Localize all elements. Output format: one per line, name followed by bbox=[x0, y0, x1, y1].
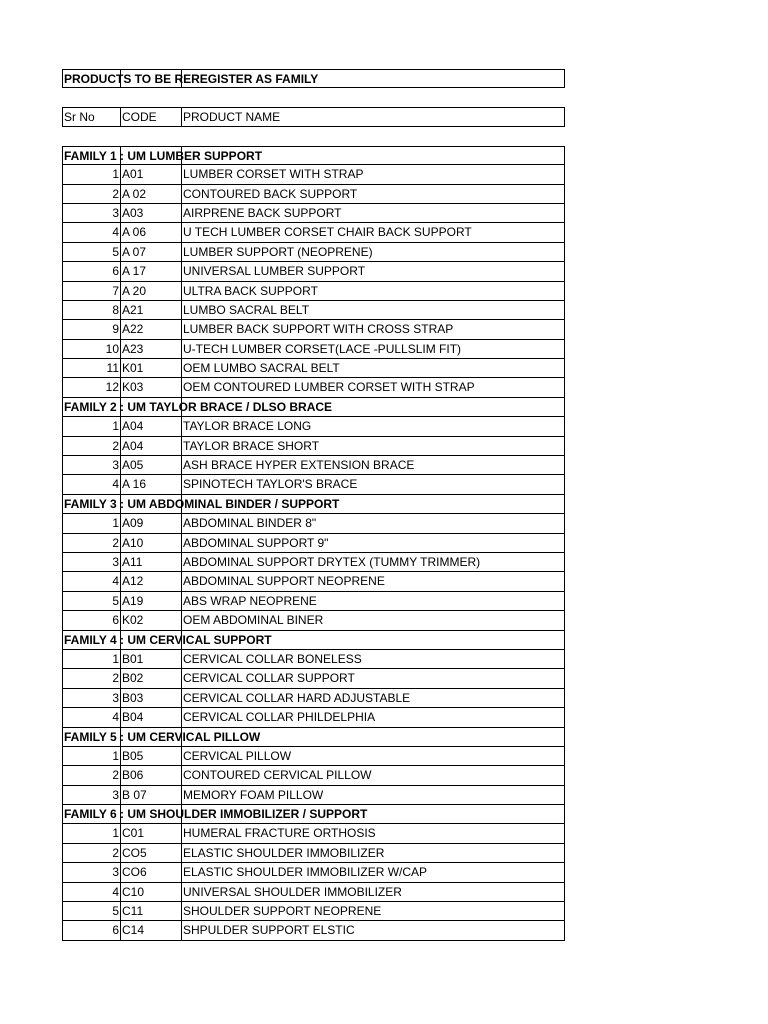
product-name-cell: SHPULDER SUPPORT ELSTIC bbox=[181, 921, 566, 939]
code-cell: B03 bbox=[120, 689, 181, 707]
table-row bbox=[62, 437, 565, 456]
table-row bbox=[62, 921, 565, 940]
code-cell: A09 bbox=[120, 514, 181, 532]
product-name-cell: LUMBER CORSET WITH STRAP bbox=[181, 165, 566, 183]
code-cell: K02 bbox=[120, 611, 181, 629]
family-label: FAMILY 1 : UM LUMBER SUPPORT bbox=[64, 148, 263, 163]
sr-no-cell: 6 bbox=[112, 264, 119, 279]
code-cell: B04 bbox=[120, 708, 181, 726]
code-cell: B01 bbox=[120, 650, 181, 668]
product-name-cell: ABDOMINAL SUPPORT DRYTEX (TUMMY TRIMMER) bbox=[181, 553, 566, 571]
product-name-cell: ABDOMINAL SUPPORT NEOPRENE bbox=[181, 572, 566, 590]
code-cell: A05 bbox=[120, 456, 181, 474]
code-cell: C11 bbox=[120, 902, 181, 920]
code-cell: A22 bbox=[120, 320, 181, 338]
table-row bbox=[62, 650, 565, 669]
product-name-cell: U-TECH LUMBER CORSET(LACE -PULLSLIM FIT) bbox=[181, 340, 566, 358]
sr-no-cell: 2 bbox=[112, 535, 119, 550]
code-cell: B02 bbox=[120, 669, 181, 687]
sr-no-cell: 5 bbox=[112, 593, 119, 608]
table-row bbox=[62, 572, 565, 591]
family-label: FAMILY 6 : UM SHOULDER IMMOBILIZER / SUPPORT bbox=[64, 807, 368, 822]
code-cell: C01 bbox=[120, 824, 181, 842]
code-cell: C14 bbox=[120, 921, 181, 939]
table-row bbox=[62, 475, 565, 494]
code-cell: A04 bbox=[120, 417, 181, 435]
sr-no-cell: 5 bbox=[112, 244, 119, 259]
spacer bbox=[62, 127, 565, 146]
family-label: FAMILY 4 : UM CERVICAL SUPPORT bbox=[64, 632, 272, 647]
product-name-cell: OEM LUMBO SACRAL BELT bbox=[181, 359, 566, 377]
sr-no-cell: 2 bbox=[112, 845, 119, 860]
sr-no-cell: 3 bbox=[112, 865, 119, 880]
sr-no-cell: 12 bbox=[105, 380, 119, 395]
product-name-cell: LUMBER BACK SUPPORT WITH CROSS STRAP bbox=[181, 320, 566, 338]
product-name-cell: CERVICAL COLLAR HARD ADJUSTABLE bbox=[181, 689, 566, 707]
header-code: CODE bbox=[120, 108, 181, 125]
product-name-cell: ASH BRACE HYPER EXTENSION BRACE bbox=[181, 456, 566, 474]
table-row bbox=[62, 282, 565, 301]
code-cell: A 06 bbox=[120, 223, 181, 241]
sr-no-cell: 9 bbox=[112, 322, 119, 337]
table-row bbox=[62, 883, 565, 902]
product-name-cell: CONTOURED CERVICAL PILLOW bbox=[181, 766, 566, 784]
sr-no-cell: 4 bbox=[112, 225, 119, 240]
product-name-cell: CONTOURED BACK SUPPORT bbox=[181, 185, 566, 203]
family-label: FAMILY 2 : UM TAYLOR BRACE / DLSO BRACE bbox=[64, 399, 333, 414]
sr-no-cell: 2 bbox=[112, 186, 119, 201]
product-name-cell: CERVICAL COLLAR SUPPORT bbox=[181, 669, 566, 687]
table-row bbox=[62, 747, 565, 766]
product-name-cell: SHOULDER SUPPORT NEOPRENE bbox=[181, 902, 566, 920]
family-header-row bbox=[62, 146, 565, 165]
table-row bbox=[62, 185, 565, 204]
product-name-cell: LUMBER SUPPORT (NEOPRENE) bbox=[181, 243, 566, 261]
code-cell: C10 bbox=[120, 883, 181, 901]
product-name-cell: AIRPRENE BACK SUPPORT bbox=[181, 204, 566, 222]
code-cell: CO5 bbox=[120, 844, 181, 862]
product-name-cell: OEM ABDOMINAL BINER bbox=[181, 611, 566, 629]
sr-no-cell: 1 bbox=[112, 419, 119, 434]
page-title: PRODUCTS TO BE REREGISTER AS FAMILY bbox=[64, 72, 319, 86]
sr-no-cell: 4 bbox=[112, 477, 119, 492]
table-row bbox=[62, 262, 565, 281]
table-row bbox=[62, 378, 565, 397]
table-row bbox=[62, 824, 565, 843]
code-cell: A03 bbox=[120, 204, 181, 222]
table-row bbox=[62, 786, 565, 805]
sr-no-cell: 6 bbox=[112, 923, 119, 938]
table-row bbox=[62, 592, 565, 611]
code-cell: K03 bbox=[120, 378, 181, 396]
header-row bbox=[62, 107, 565, 126]
sr-no-cell: 1 bbox=[112, 516, 119, 531]
table-row bbox=[62, 320, 565, 339]
table-row bbox=[62, 844, 565, 863]
table-row bbox=[62, 514, 565, 533]
family-header-row bbox=[62, 805, 565, 824]
table-row bbox=[62, 534, 565, 553]
product-name-cell: HUMERAL FRACTURE ORTHOSIS bbox=[181, 824, 566, 842]
sr-no-cell: 10 bbox=[105, 341, 119, 356]
product-name-cell: CERVICAL COLLAR BONELESS bbox=[181, 650, 566, 668]
code-cell: A11 bbox=[120, 553, 181, 571]
table-row bbox=[62, 611, 565, 630]
table-row bbox=[62, 204, 565, 223]
product-name-cell: MEMORY FOAM PILLOW bbox=[181, 786, 566, 804]
sr-no-cell: 7 bbox=[112, 283, 119, 298]
code-cell: A 20 bbox=[120, 282, 181, 300]
sr-no-cell: 11 bbox=[106, 361, 119, 376]
table-row bbox=[62, 359, 565, 378]
spreadsheet bbox=[62, 69, 565, 941]
code-cell: B06 bbox=[120, 766, 181, 784]
product-name-cell: ELASTIC SHOULDER IMMOBILIZER W/CAP bbox=[181, 863, 566, 881]
sr-no-cell: 2 bbox=[112, 768, 119, 783]
family-header-row bbox=[62, 495, 565, 514]
table-row bbox=[62, 417, 565, 436]
table-row bbox=[62, 669, 565, 688]
product-name-cell: OEM CONTOURED LUMBER CORSET WITH STRAP bbox=[181, 378, 566, 396]
spacer bbox=[62, 88, 565, 107]
code-cell: A 02 bbox=[120, 185, 181, 203]
sr-no-cell: 1 bbox=[112, 748, 119, 763]
product-name-cell: ABS WRAP NEOPRENE bbox=[181, 592, 566, 610]
product-name-cell: TAYLOR BRACE SHORT bbox=[181, 437, 566, 455]
table-row bbox=[62, 165, 565, 184]
code-cell: A21 bbox=[120, 301, 181, 319]
sr-no-cell: 4 bbox=[112, 710, 119, 725]
family-label: FAMILY 3 : UM ABDOMINAL BINDER / SUPPORT bbox=[64, 496, 340, 511]
table-row bbox=[62, 243, 565, 262]
product-name-cell: CERVICAL PILLOW bbox=[181, 747, 566, 765]
product-name-cell: UNIVERSAL LUMBER SUPPORT bbox=[181, 262, 566, 280]
families-table bbox=[62, 146, 565, 941]
code-cell: A23 bbox=[120, 340, 181, 358]
table-row bbox=[62, 766, 565, 785]
table-row bbox=[62, 863, 565, 882]
table-row bbox=[62, 223, 565, 242]
code-cell: B05 bbox=[120, 747, 181, 765]
product-name-cell: ULTRA BACK SUPPORT bbox=[181, 282, 566, 300]
code-cell: A04 bbox=[120, 437, 181, 455]
sr-no-cell: 4 bbox=[112, 574, 119, 589]
code-cell: B 07 bbox=[120, 786, 181, 804]
sr-no-cell: 3 bbox=[112, 205, 119, 220]
sr-no-cell: 6 bbox=[112, 613, 119, 628]
product-name-cell: ABDOMINAL SUPPORT 9" bbox=[181, 534, 566, 552]
product-name-cell: TAYLOR BRACE LONG bbox=[181, 417, 566, 435]
sr-no-cell: 8 bbox=[112, 302, 119, 317]
sr-no-cell: 3 bbox=[112, 554, 119, 569]
table-row bbox=[62, 553, 565, 572]
code-cell: A 07 bbox=[120, 243, 181, 261]
sr-no-cell: 2 bbox=[112, 438, 119, 453]
product-name-cell: SPINOTECH TAYLOR'S BRACE bbox=[181, 475, 566, 493]
product-name-cell: U TECH LUMBER CORSET CHAIR BACK SUPPORT bbox=[181, 223, 566, 241]
product-name-cell: ELASTIC SHOULDER IMMOBILIZER bbox=[181, 844, 566, 862]
product-name-cell: ABDOMINAL BINDER 8" bbox=[181, 514, 566, 532]
table-row bbox=[62, 902, 565, 921]
sr-no-cell: 3 bbox=[112, 787, 119, 802]
sr-no-cell: 2 bbox=[112, 671, 119, 686]
product-name-cell: LUMBO SACRAL BELT bbox=[181, 301, 566, 319]
family-header-row bbox=[62, 398, 565, 417]
header-product-name: PRODUCT NAME bbox=[181, 108, 566, 125]
sr-no-cell: 3 bbox=[112, 458, 119, 473]
sr-no-cell: 1 bbox=[112, 826, 119, 841]
product-name-cell: CERVICAL COLLAR PHILDELPHIA bbox=[181, 708, 566, 726]
sr-no-cell: 5 bbox=[112, 904, 119, 919]
sr-no-cell: 1 bbox=[112, 651, 119, 666]
sr-no-cell: 1 bbox=[112, 167, 119, 182]
table-row bbox=[62, 708, 565, 727]
code-cell: A10 bbox=[120, 534, 181, 552]
code-cell: A12 bbox=[120, 572, 181, 590]
product-name-cell: UNIVERSAL SHOULDER IMMOBILIZER bbox=[181, 883, 566, 901]
family-header-row bbox=[62, 631, 565, 650]
sr-no-cell: 4 bbox=[112, 884, 119, 899]
code-cell: A01 bbox=[120, 165, 181, 183]
sr-no-cell: 3 bbox=[112, 690, 119, 705]
code-cell: K01 bbox=[120, 359, 181, 377]
code-cell: A 16 bbox=[120, 475, 181, 493]
code-cell: CO6 bbox=[120, 863, 181, 881]
family-header-row bbox=[62, 728, 565, 747]
code-cell: A 17 bbox=[120, 262, 181, 280]
table-row bbox=[62, 456, 565, 475]
table-row bbox=[62, 340, 565, 359]
table-row bbox=[62, 689, 565, 708]
code-cell: A19 bbox=[120, 592, 181, 610]
title-row bbox=[62, 69, 565, 88]
table-row bbox=[62, 301, 565, 320]
family-label: FAMILY 5 : UM CERVICAL PILLOW bbox=[64, 729, 261, 744]
header-sr-no: Sr No bbox=[64, 110, 95, 125]
